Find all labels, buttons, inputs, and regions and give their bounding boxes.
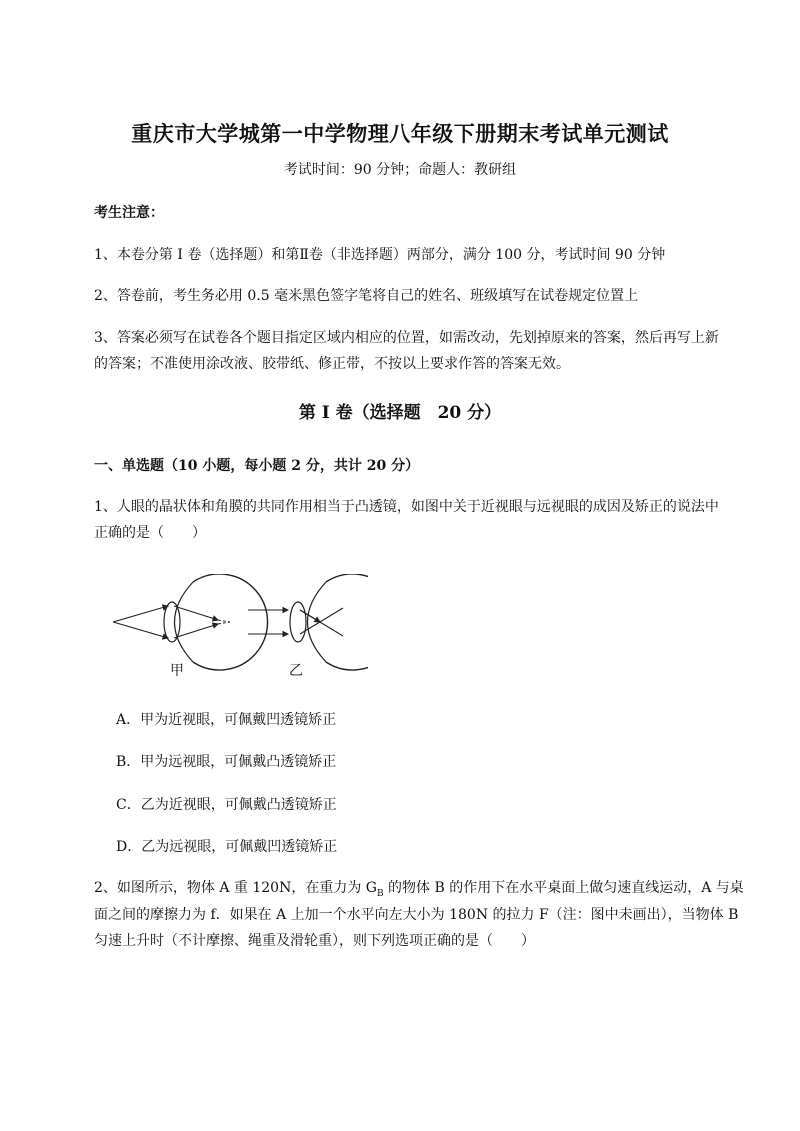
section-title: 第 I 卷（选择题 20 分） (298, 403, 502, 423)
eye-diagram-figure (108, 574, 368, 674)
notice-heading: 考生注意： (94, 205, 164, 221)
option-b[interactable]: B．甲为远视眼，可佩戴凸透镜矫正 (116, 754, 337, 770)
option-d[interactable]: D．乙为远视眼，可佩戴凹透镜矫正 (116, 839, 338, 855)
figure-label-jia: 甲 (170, 663, 184, 679)
question-2-line-1-b: 的物体 B 的作用下在水平桌面上做匀速直线运动，A 与桌 (383, 880, 744, 896)
option-c[interactable]: C．乙为近视眼，可佩戴凸透镜矫正 (116, 797, 337, 813)
option-a[interactable]: A．甲为近视眼，可佩戴凹透镜矫正 (116, 712, 337, 728)
exam-title: 重庆市大学城第一中学物理八年级下册期末考试单元测试 (131, 121, 669, 146)
question-2-line-1-a: 2、如图所示，物体 A 重 120N，在重力为 G (94, 880, 377, 896)
exam-subtitle: 考试时间：90 分钟；命题人：教研组 (283, 162, 517, 178)
question-2-line-2: 面之间的摩擦力为 f．如果在 A 上加一个水平向左大小为 180N 的拉力 F（注：图中未画出），当物体 B (94, 907, 739, 923)
question-1-line-2: 正确的是（ ） (94, 525, 206, 541)
gb-subscript: B (376, 888, 384, 899)
eye-diagram-jia (113, 574, 268, 670)
notice-item-3: 3、答案必须写在试卷各个题目指定区域内相应的位置，如需改动，先划掉原来的答案，然后再写上新 (94, 330, 719, 346)
notice-item-1: 1、本卷分第 I 卷（选择题）和第Ⅱ卷（非选择题）两部分，满分 100 分，考试时间 90 分钟 (94, 247, 666, 263)
figure-label-yi: 乙 (289, 663, 303, 679)
notice-item-3-cont: 的答案；不准使用涂改液、胶带纸、修正带，不按以上要求作答的答案无效。 (94, 356, 570, 372)
question-2-line-3: 匀速上升时（不计摩擦、绳重及滑轮重），则下列选项正确的是（ ） (94, 933, 535, 949)
question-1-line-1: 1、人眼的晶状体和角膜的共同作用相当于凸透镜，如图中关于近视眼与远视眼的成因及矫正的说法中 (94, 499, 719, 515)
notice-item-2: 2、答卷前，考生务必用 0.5 毫米黑色签字笔将自己的姓名、班级填写在试卷规定位置上 (94, 288, 639, 304)
part-heading: 一、单选题（10 小题，每小题 2 分，共计 20 分） (94, 458, 420, 474)
